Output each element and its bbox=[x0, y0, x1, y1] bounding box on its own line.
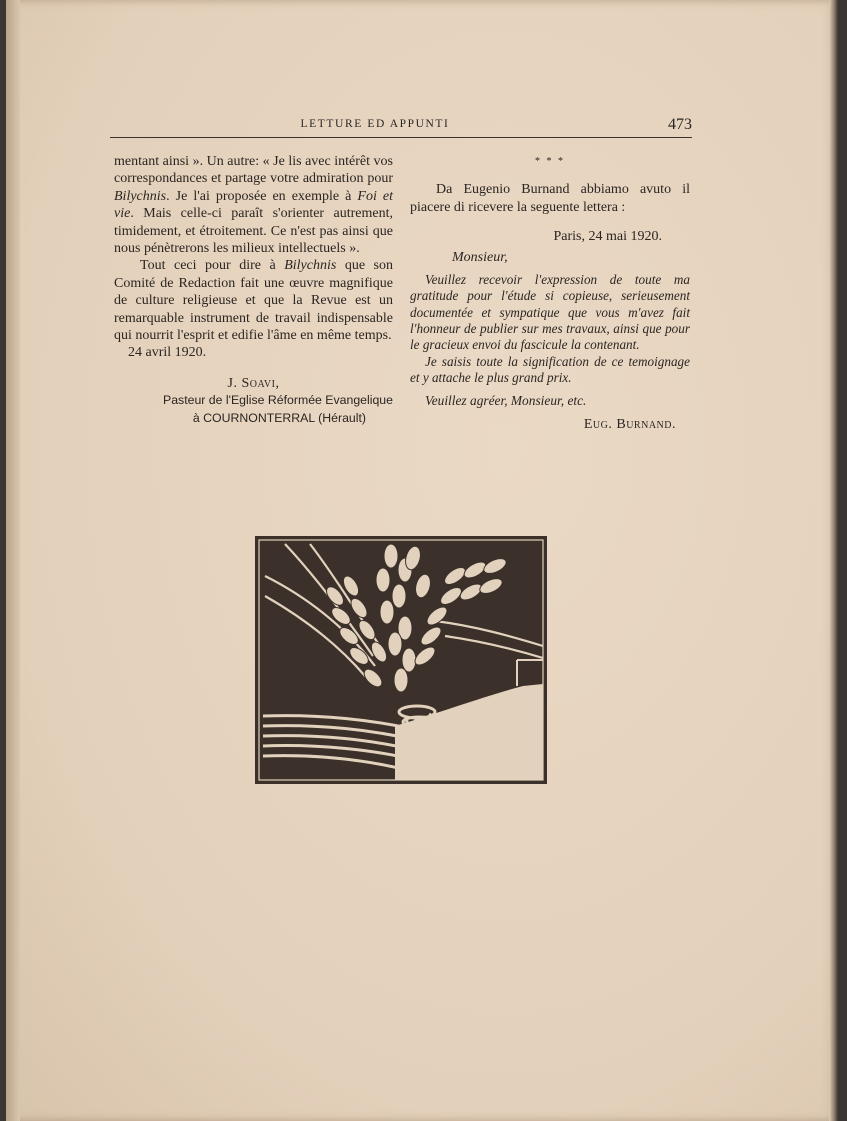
header-rule bbox=[110, 137, 692, 138]
letter-date-left: 24 avril 1920. bbox=[128, 345, 207, 361]
letter-paragraph-2: Je saisis toute la signification de ce temoignage et y attache le plus grand prix. bbox=[410, 353, 690, 385]
page-edge bbox=[829, 0, 838, 1121]
journal-title: Bilychnis bbox=[284, 258, 337, 274]
right-column bbox=[410, 153, 690, 433]
text-span: que son Comité de Redaction fait une œuvre magnifique de culture religieuse et que la Revue est un remarquable instrument de travail indispensable qui nourrit l'esprit et edifie l'âme en même temps. bbox=[114, 258, 393, 344]
signature-location: à COURNONTERRAL (Hérault) bbox=[192, 410, 366, 425]
page-spine bbox=[6, 0, 20, 1121]
signature-title: Pasteur de l'Eglise Réformée Evangelique bbox=[163, 393, 393, 408]
wheat-woodcut-illustration bbox=[255, 536, 547, 784]
left-column bbox=[114, 153, 393, 427]
running-head bbox=[110, 116, 692, 140]
text-span: mentant ainsi ». Un autre: « Je lis avec intérêt vos correspondances et partage votre admiration pour bbox=[114, 154, 393, 187]
running-title: LETTURE ED APPUNTI bbox=[300, 118, 450, 130]
letter-date-right: Paris, 24 mai 1920. bbox=[553, 229, 662, 245]
left-paragraph-1 bbox=[114, 153, 393, 257]
journal-title: Bilychnis bbox=[114, 188, 167, 204]
section-separator: * * * bbox=[535, 156, 565, 167]
closing-line: Veuillez agréer, Monsieur, etc. bbox=[425, 393, 587, 409]
signature-name: J. Soavi, bbox=[227, 375, 280, 391]
text-span: Tout ceci pour dire à bbox=[140, 258, 285, 274]
page-number: 473 bbox=[668, 116, 692, 133]
text-span: . Je l'ai proposée en exemple à bbox=[166, 188, 358, 204]
text-span: . Mais celle-ci paraît s'orienter autrement, timidement, et étroitement. Ce n'est pas ainsi que nous pénètrerons les milieux intellectuels ». bbox=[114, 206, 393, 257]
intro-paragraph: Da Eugenio Burnand abbiamo avuto il piacere di ricevere la seguente lettera : bbox=[410, 182, 690, 215]
page bbox=[6, 0, 838, 1121]
salutation: Monsieur, bbox=[452, 249, 508, 265]
left-paragraph-2 bbox=[114, 257, 393, 344]
letter-paragraph-1: Veuillez recevoir l'expression de toute ma gratitude pour l'étude si copieuse, serieusement documentée et sympatique que vous m'avez fait l'honneur de publier sur mes travaux, ainsi que pour le gracieux envoi du fascicule la contenant. bbox=[410, 272, 690, 353]
letter-signature: Eug. Burnand. bbox=[583, 416, 676, 432]
journal-title: Foi et vie bbox=[114, 188, 393, 222]
